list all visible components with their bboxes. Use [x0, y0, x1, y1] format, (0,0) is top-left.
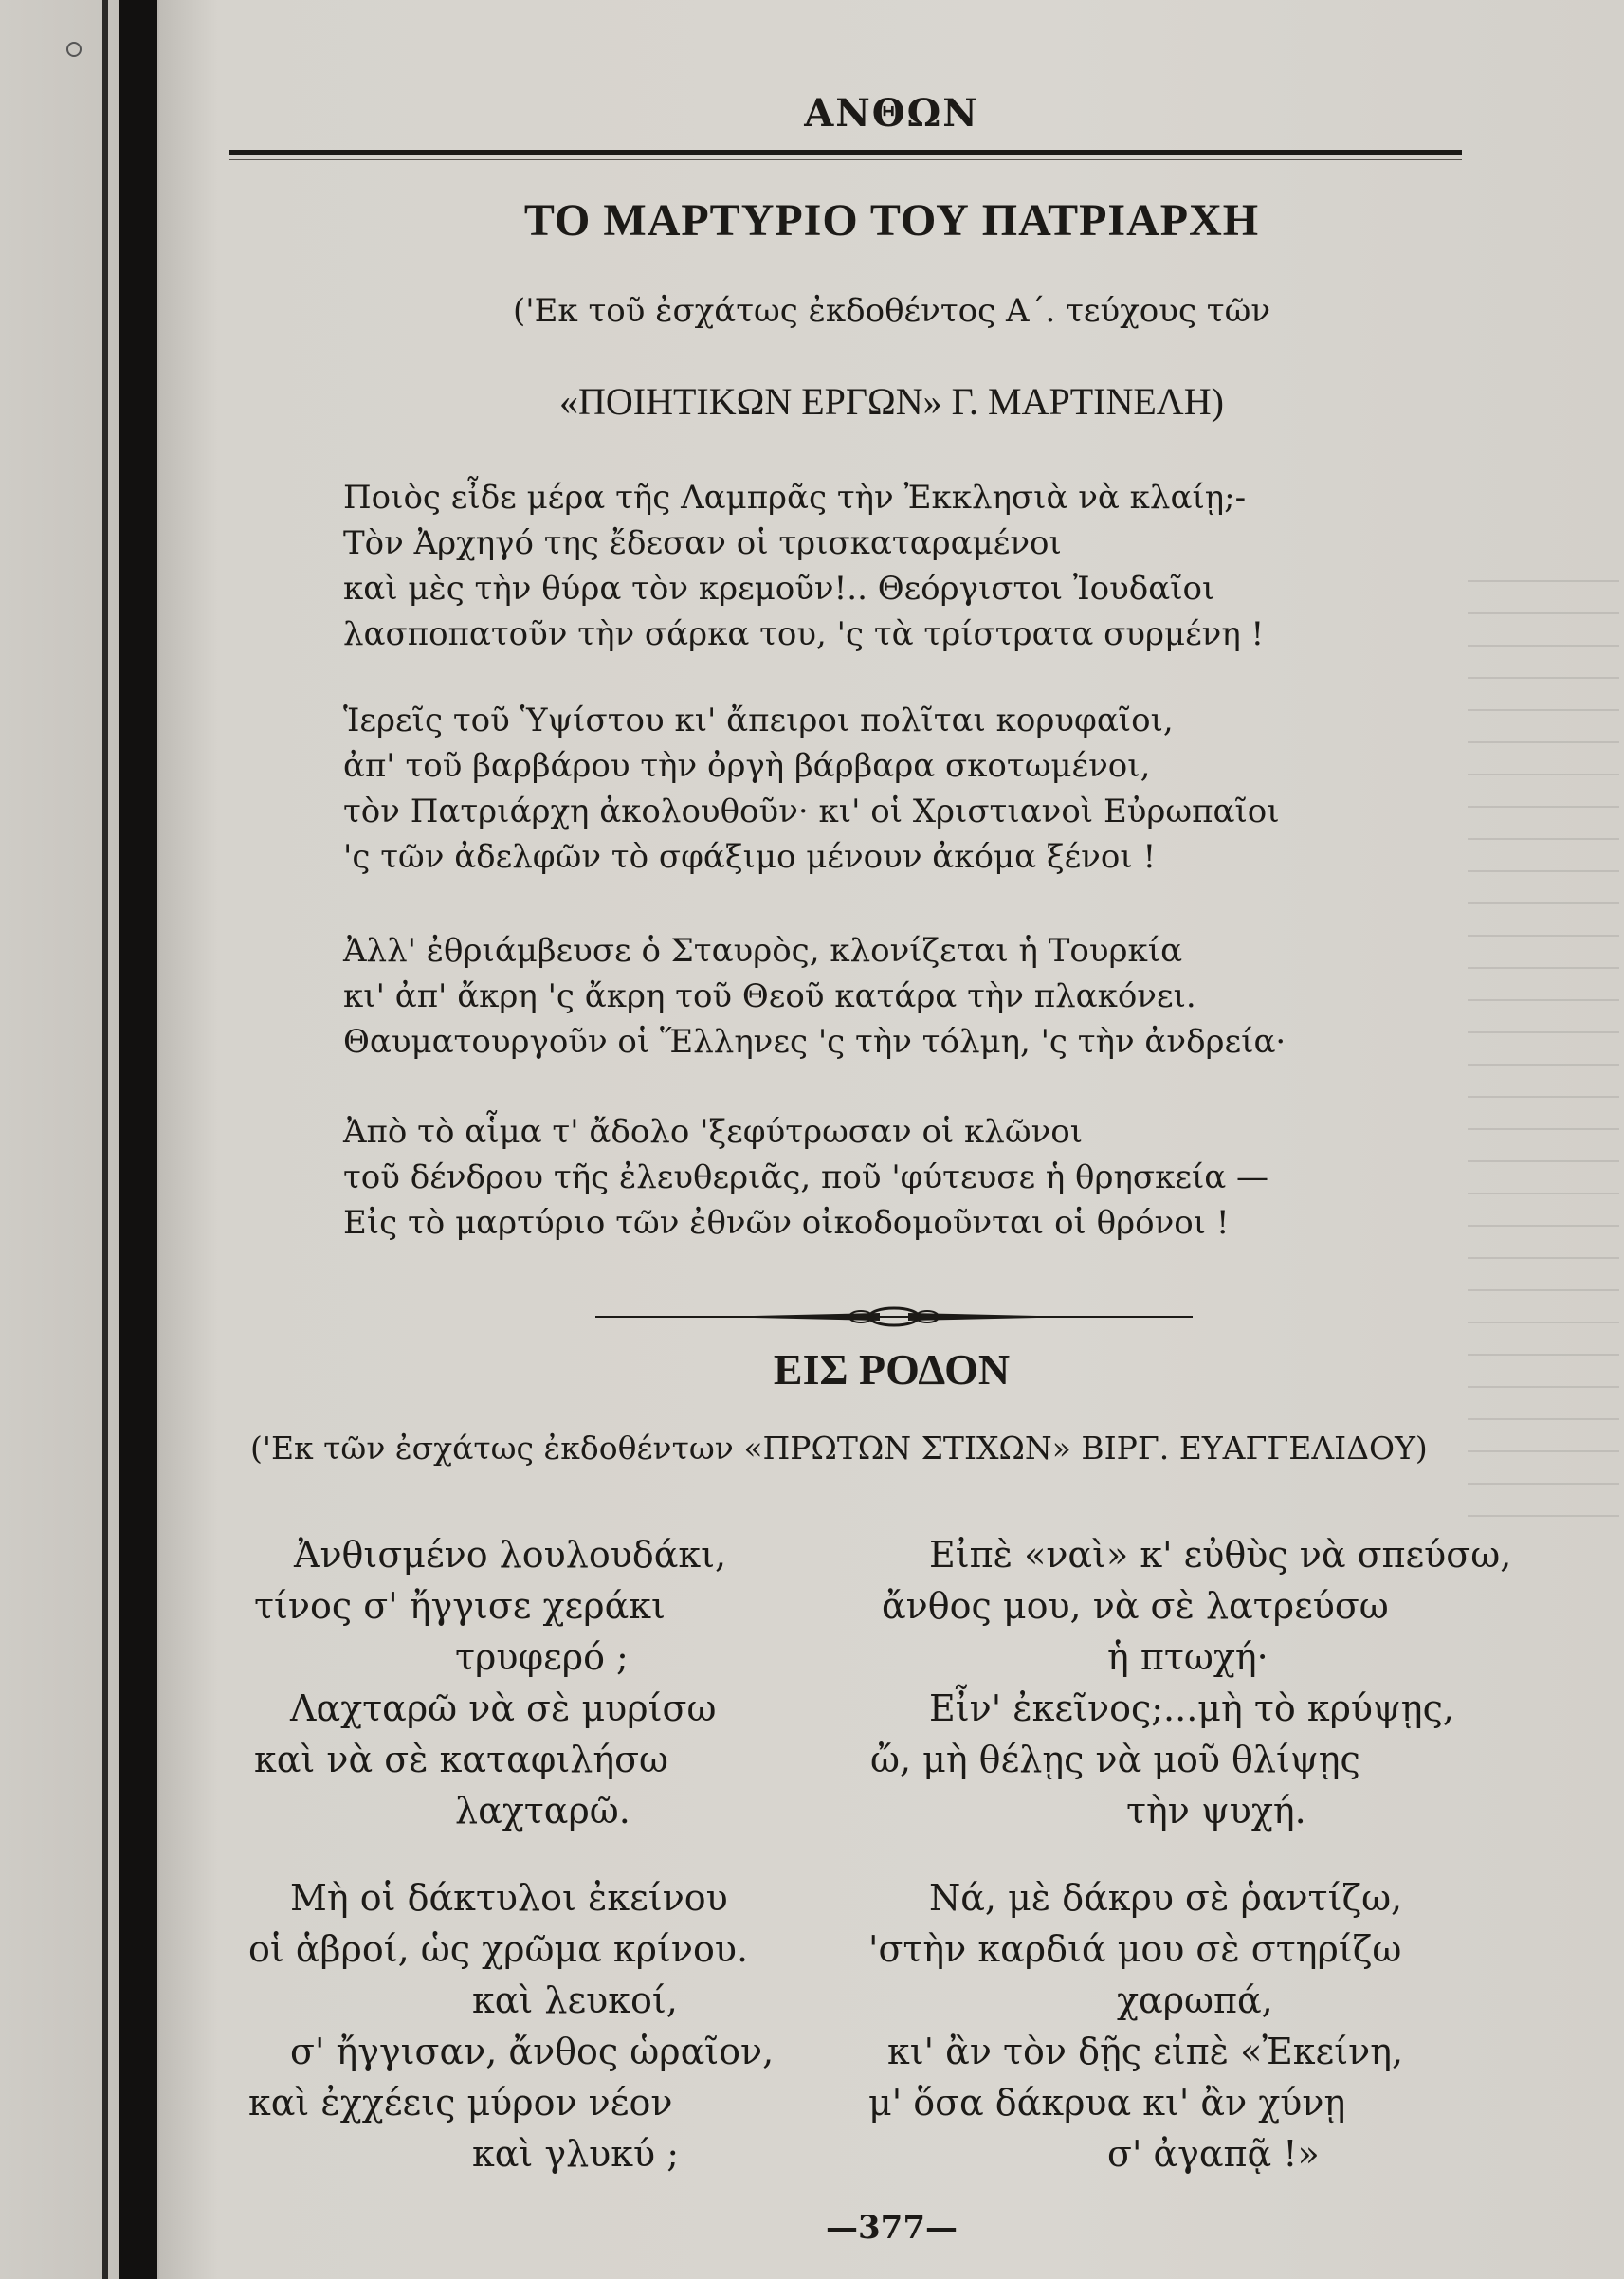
verse-line-left: τίνος σ' ἤγγισε χεράκι	[254, 1585, 666, 1627]
verse-line: λασποπατοῦν τὴν σάρκα του, 'ς τὰ τρίστρατα συρμένη !	[343, 615, 1265, 653]
verse-line: κι' ἀπ' ἄκρη 'ς ἄκρη τοῦ Θεοῦ κατάρα τὴν πλακόνει.	[343, 977, 1196, 1015]
verse-line: ἀπ' τοῦ βαρβάρου τὴν ὀργὴ βάρβαρα σκοτωμένοι,	[343, 747, 1151, 785]
ornamental-divider	[595, 1303, 1193, 1331]
verse-line-right: χαρωπά,	[1117, 1979, 1273, 2021]
verse-line-left: καὶ λευκοί,	[472, 1979, 678, 2021]
verse-line: Ποιὸς εἶδε μέρα τῆς Λαμπρᾶς τὴν Ἐκκλησιὰ νὰ κλαίῃ;-	[343, 479, 1247, 517]
book-spine	[119, 0, 157, 2279]
verse-line-right: τὴν ψυχή.	[1126, 1790, 1306, 1832]
verse-line-right: Νά, μὲ δάκρυ σὲ ῥαντίζω,	[929, 1877, 1403, 1919]
poem-source-line: «ΠΟΙΗΤΙΚΩΝ ΕΡΓΩΝ» Γ. ΜΑΡΤΙΝΕΛΗ)	[559, 380, 1224, 423]
poem-title: ΕΙΣ ΡΟΔΟΝ	[773, 1345, 1011, 1394]
verse-line-left: τρυφερό ;	[455, 1636, 629, 1678]
verse-line-right: 'στὴν καρδιά μου σὲ στηρίζω	[868, 1928, 1402, 1970]
spine-shadow-thin	[102, 0, 108, 2279]
verse-line-left: καὶ νὰ σὲ καταφιλήσω	[254, 1739, 669, 1780]
header-rule-thin	[229, 159, 1462, 160]
verse-line-right: ὤ, μὴ θέλῃς νὰ μοῦ θλίψῃς	[870, 1739, 1360, 1780]
verse-line-right: μ' ὅσα δάκρυα κι' ἂν χύνῃ	[868, 2082, 1346, 2124]
verse-line-right: ἡ πτωχή·	[1107, 1636, 1268, 1678]
verse-line-left: σ' ἤγγισαν, ἄνθος ὡραῖον,	[290, 2031, 775, 2072]
verse-line-left: οἱ ἁβροί, ὡς χρῶμα κρίνου.	[248, 1928, 749, 1970]
verse-line: Ἀπὸ τὸ αἷμα τ' ἄδολο 'ξεφύτρωσαν οἱ κλῶνοι	[343, 1113, 1084, 1151]
verse-line-left: καὶ ἐχχέεις μύρον νέον	[248, 2082, 673, 2124]
page-number: —377—	[826, 2209, 958, 2247]
verse-line-left: Λαχταρῶ νὰ σὲ μυρίσω	[290, 1687, 717, 1729]
verse-line: 'ς τῶν ἀδελφῶν τὸ σφάξιμο μένουν ἀκόμα ξένοι !	[343, 838, 1157, 876]
verse-line: Ἱερεῖς τοῦ Ὑψίστου κι' ἄπειροι πολῖται κορυφαῖοι,	[343, 702, 1174, 739]
verse-line-right: ἄνθος μου, νὰ σὲ λατρεύσω	[882, 1585, 1389, 1627]
book-gutter	[0, 0, 159, 2279]
verse-line: τὸν Πατριάρχη ἀκολουθοῦν· κι' οἱ Χριστιανοὶ Εὐρωπαῖοι	[343, 793, 1280, 830]
verse-line-left: Μὴ οἱ δάκτυλοι ἐκείνου	[290, 1877, 728, 1919]
gutter-mark	[66, 42, 82, 57]
verse-line: καὶ μὲς τὴν θύρα τὸν κρεμοῦν!.. Θεόργιστοι Ἰουδαῖοι	[343, 570, 1215, 608]
running-title: ΑΝΘΩΝ	[804, 91, 979, 136]
poem-title: ΤΟ ΜΑΡΤΥΡΙΟ ΤΟΥ ΠΑΤΡΙΑΡΧΗ	[523, 195, 1260, 246]
verse-line: τοῦ δένδρου τῆς ἐλευθεριᾶς, ποῦ 'φύτευσε ἡ θρησκεία —	[343, 1158, 1269, 1196]
verse-line: Θαυματουργοῦν οἱ Ἕλληνες 'ς τὴν τόλμη, 'ς τὴν ἀνδρεία·	[343, 1023, 1286, 1061]
verse-line-left: Ἀνθισμένο λουλουδάκι,	[294, 1534, 727, 1576]
poem-source-line: ('Εκ τοῦ ἐσχάτως ἐκδοθέντος Α΄. τεύχους τῶν	[512, 292, 1271, 330]
header-rule	[229, 150, 1462, 155]
book-page	[159, 0, 1624, 2279]
verse-line-left: λαχταρῶ.	[455, 1790, 630, 1832]
verse-line: Τὸν Ἀρχηγό της ἔδεσαν οἱ τρισκαταραμένοι	[343, 524, 1062, 562]
verse-line-right: κι' ἂν τὸν δῇς εἰπὲ «Ἐκείνη,	[887, 2031, 1404, 2072]
verse-line-left: καὶ γλυκύ ;	[472, 2133, 680, 2175]
poem-source-line: ('Εκ τῶν ἐσχάτως ἐκδοθέντων «ΠΡΩΤΩΝ ΣΤΙΧΩΝ» ΒΙΡΓ. ΕΥΑΓΓΕΛΙΔΟΥ)	[250, 1430, 1428, 1467]
verse-line-right: Εἰπὲ «ναὶ» κ' εὐθὺς νὰ σπεύσω,	[929, 1534, 1512, 1576]
verse-line-right: σ' ἀγαπᾷ !»	[1107, 2133, 1320, 2175]
verse-line: Ἀλλ' ἐθριάμβευσε ὁ Σταυρὸς, κλονίζεται ἡ Τουρκία	[343, 932, 1183, 970]
verse-line-right: Εἶν' ἐκεῖνος;...μὴ τὸ κρύψῃς,	[929, 1687, 1454, 1729]
verse-line: Εἰς τὸ μαρτύριο τῶν ἐθνῶν οἰκοδομοῦνται οἱ θρόνοι !	[343, 1204, 1230, 1242]
